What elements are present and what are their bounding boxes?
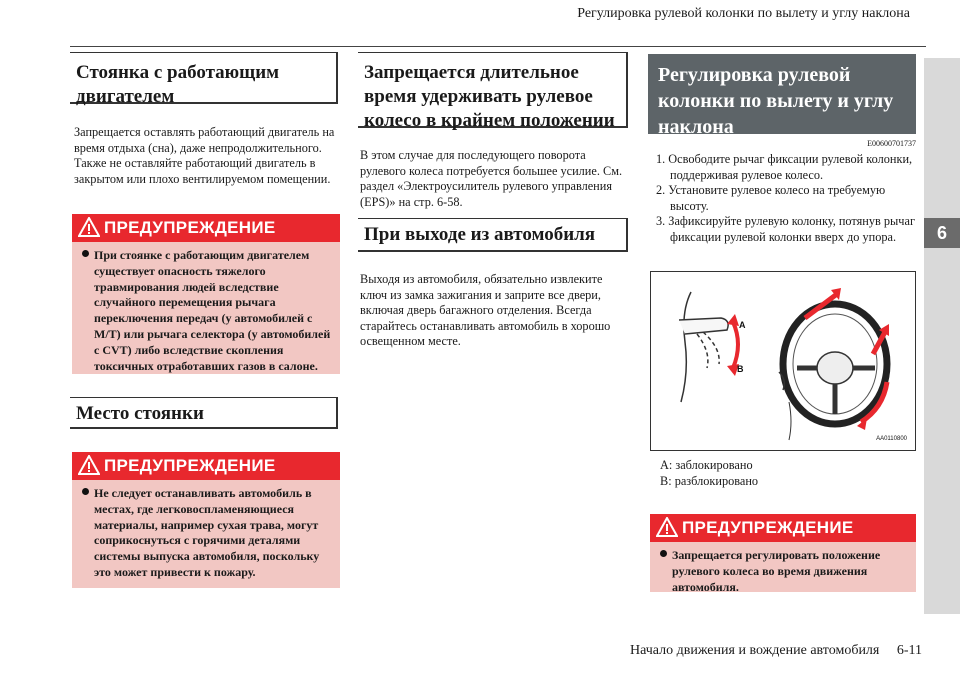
paragraph-exit: Выходя из автомобиля, обязательно извлеките ключ из замка зажигания и заприте все двери, включая дверь багажного отделения. Всегда старайтесь останавливать автомобиль в хорошо освещенном месте. <box>360 272 611 348</box>
warning-body <box>650 542 916 603</box>
warning-header <box>650 514 916 542</box>
bullet-icon <box>660 550 667 557</box>
bullet-icon <box>82 250 89 257</box>
warning-text: При стоянке с работающим двигателем существует опасность тяжелого травмирования людей вследствие случайного перемещения рычага переключения передач (у автомобилей с M/T) или рычага селектора (у автомобилей с CVT) либо вследствие скопления токсичных отработавших газов в салоне. <box>94 248 331 373</box>
section-heading-text: Стоянка с работающим двигателем <box>76 62 280 107</box>
warning-body <box>72 242 340 382</box>
section-heading-text: Запрещается длительное время удерживать рулевое колесо в крайнем положении <box>364 62 615 131</box>
paragraph-idling: Запрещается оставлять работающий двигатель на время отдыха (сна), даже непродолжительного. Также не оставляйте работающий двигатель в закрытом или плохо вентилируемом помещении. <box>74 125 335 186</box>
running-header: Регулировка рулевой колонки по вылету и углу наклона <box>577 6 910 21</box>
warning-label: ПРЕДУПРЕЖДЕНИЕ <box>682 518 854 537</box>
figure-label-a: A <box>739 320 746 330</box>
section-heading-text: При выходе из автомобиля <box>364 224 596 245</box>
warning-text: Запрещается регулировать положение рулевого колеса во время движения автомобиля. <box>672 548 881 594</box>
steering-column-illustration <box>651 272 915 450</box>
step-item: 2. Установите рулевое колесо на требуемую высоту. <box>656 183 886 213</box>
steering-adjust-figure <box>650 271 916 451</box>
step-item: 3. Зафиксируйте рулевую колонку, потянув рычаг фиксации рулевой колонки вверх до упора. <box>656 214 915 244</box>
section-heading-text: Место стоянки <box>76 403 204 424</box>
figure-code: AA0110800 <box>876 436 907 442</box>
chapter-tab-number: 6 <box>924 218 960 248</box>
step-item: 1. Освободите рычаг фиксации рулевой колонки, поддерживая рулевое колесо. <box>656 152 913 182</box>
warning-header <box>72 452 340 480</box>
legend-item: A: заблокировано <box>660 458 753 472</box>
warning-header <box>72 214 340 242</box>
section-heading-steering-hold <box>358 52 628 131</box>
section-heading-exit <box>358 218 628 252</box>
legend-item: B: разблокировано <box>660 474 759 488</box>
warning-text: Не следует останавливать автомобиль в местах, где легковоспламеняющиеся материалы, например сухая трава, могут соприкоснуться с горячими деталями системы выпуска автомобиля, поскольку это может привести к пожару. <box>94 486 320 579</box>
section-code: E00600701737 <box>867 139 916 148</box>
warning-body <box>72 480 340 589</box>
warning-triangle-icon <box>656 517 678 537</box>
warning-triangle-icon <box>78 455 100 475</box>
warning-box-idling <box>72 214 340 374</box>
paragraph-steering-hold: В этом случае для последующего поворота рулевого колеса потребуется большее усилие. См. раздел «Электроусилитель рулевого управления (EPS)» на стр. 6-58. <box>360 148 623 209</box>
warning-label: ПРЕДУПРЕЖДЕНИЕ <box>104 456 276 475</box>
warning-box-adjust <box>650 514 916 592</box>
chapter-side-tab <box>924 58 960 614</box>
section-heading-text: Регулировка рулевой колонки по вылету и углу наклона <box>658 64 894 138</box>
page-footer: Начало движения и вождение автомобиля 6-11 <box>629 643 922 658</box>
section-heading-idling <box>70 52 338 107</box>
header-rule <box>70 46 926 47</box>
figure-legend <box>660 457 910 489</box>
warning-label: ПРЕДУПРЕЖДЕНИЕ <box>104 218 276 237</box>
section-heading-steering-adjust <box>648 54 916 138</box>
section-heading-parking-place <box>70 397 338 429</box>
warning-triangle-icon <box>78 217 100 237</box>
steps-list <box>654 152 916 245</box>
bullet-icon <box>82 488 89 495</box>
warning-box-parking <box>72 452 340 588</box>
figure-label-b: B <box>737 364 744 374</box>
